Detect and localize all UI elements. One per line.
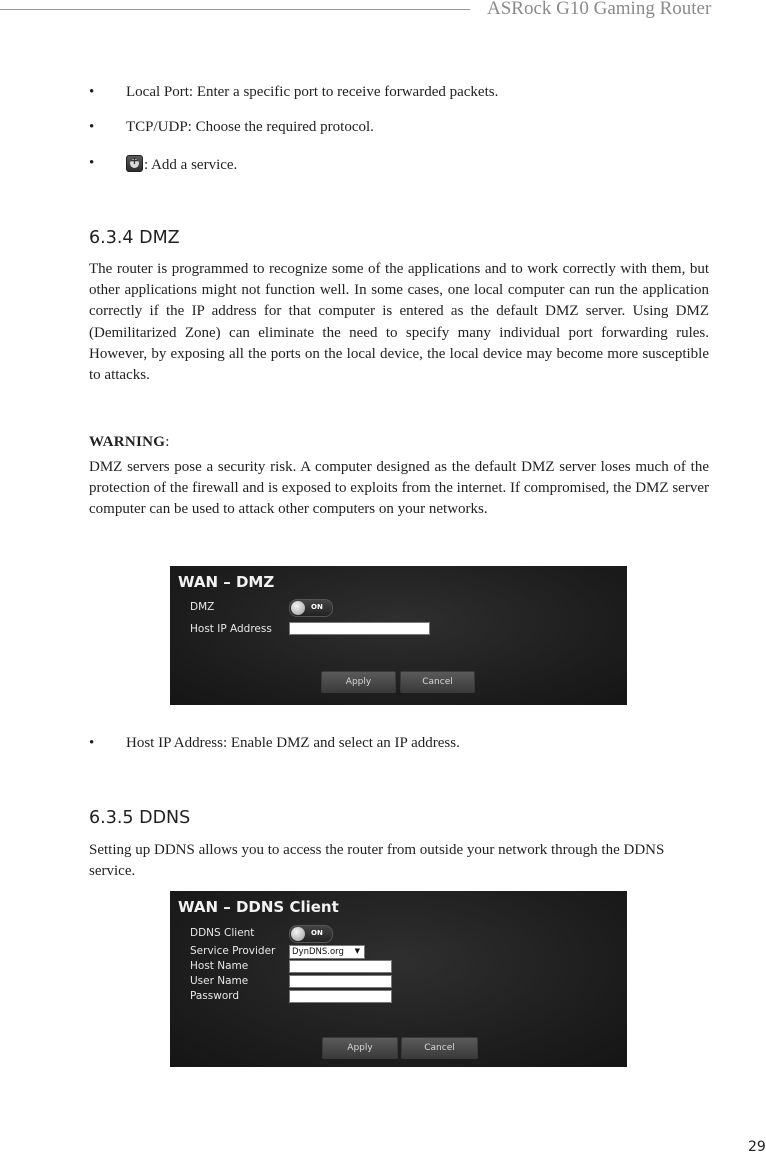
bullet-marker: • xyxy=(89,84,95,100)
cancel-button[interactable]: Cancel xyxy=(401,1037,478,1059)
user-name-input[interactable] xyxy=(289,975,392,988)
ddns-section-heading: 6.3.5 DDNS xyxy=(89,808,191,828)
ddns-client-label: DDNS Client xyxy=(190,927,255,939)
service-provider-label: Service Provider xyxy=(190,945,276,957)
warning-heading xyxy=(89,434,169,451)
apply-button[interactable]: Apply xyxy=(321,671,396,693)
user-name-label: User Name xyxy=(190,975,249,987)
bullet-marker: • xyxy=(89,155,95,171)
host-name-input[interactable] xyxy=(289,960,392,973)
bullet-marker: • xyxy=(89,119,95,135)
ddns-description-paragraph: Setting up DDNS allows you to access the router from outside your network through the DDNS service. xyxy=(89,842,665,880)
dropdown-arrow-icon: ▼ xyxy=(354,947,360,955)
toggle-state-label: ON xyxy=(311,929,323,937)
dmz-toggle[interactable] xyxy=(289,599,333,617)
wan-dmz-title: WAN – DMZ xyxy=(178,573,275,591)
warning-colon: : xyxy=(165,434,170,450)
running-header-title: ASRock G10 Gaming Router xyxy=(487,0,712,19)
warning-label: WARNING xyxy=(89,434,166,450)
toggle-knob xyxy=(291,601,305,615)
header-rule xyxy=(0,9,470,10)
warning-paragraph: DMZ servers pose a security risk. A computer designed as the default DMZ server loses much of the protection of the firewall and is exposed to exploits from the internet. If compromised, the DMZ server computer can be used to attack other computers on your networks. xyxy=(89,459,709,518)
wan-ddns-title: WAN – DDNS Client xyxy=(178,898,339,916)
password-label: Password xyxy=(190,990,240,1002)
dmz-section-heading: 6.3.4 DMZ xyxy=(89,228,180,248)
host-ip-input[interactable] xyxy=(289,622,430,635)
wan-dmz-screenshot xyxy=(170,566,627,705)
bullet-text: TCP/UDP: Choose the required protocol. xyxy=(126,119,374,135)
host-ip-label: Host IP Address xyxy=(190,623,272,635)
cancel-button[interactable]: Cancel xyxy=(400,671,475,693)
wan-ddns-client-screenshot xyxy=(170,891,627,1067)
bullet-text: Local Port: Enter a specific port to receive forwarded packets. xyxy=(126,84,499,100)
toggle-knob xyxy=(291,927,305,941)
bullet-text: Host IP Address: Enable DMZ and select an IP address. xyxy=(126,735,460,751)
host-name-label: Host Name xyxy=(190,960,249,972)
password-input[interactable] xyxy=(289,990,392,1003)
add-plus-icon xyxy=(126,155,143,172)
service-provider-value: DynDNS.org xyxy=(292,947,344,957)
toggle-state-label: ON xyxy=(311,603,323,611)
service-provider-select[interactable] xyxy=(289,945,365,959)
apply-button[interactable]: Apply xyxy=(322,1037,398,1059)
dmz-description-paragraph: The router is programmed to recognize some of the applications and to work correctly with them, but other applications might not function well. In some cases, one local computer can run the application correctly if the IP address for that computer is entered as the default DMZ server. Using DMZ (Demilitarized Zone) can eliminate the need to specify many individual port forwarding rules. However, by exposing all the ports on the local device, the local device may become more susceptible to attacks. xyxy=(89,261,709,384)
dmz-label: DMZ xyxy=(190,601,215,613)
bullet-marker: • xyxy=(89,735,95,751)
page-number: 29 xyxy=(748,1139,766,1155)
ddns-client-toggle[interactable] xyxy=(289,925,333,943)
bullet-text: : Add a service. xyxy=(144,157,238,173)
